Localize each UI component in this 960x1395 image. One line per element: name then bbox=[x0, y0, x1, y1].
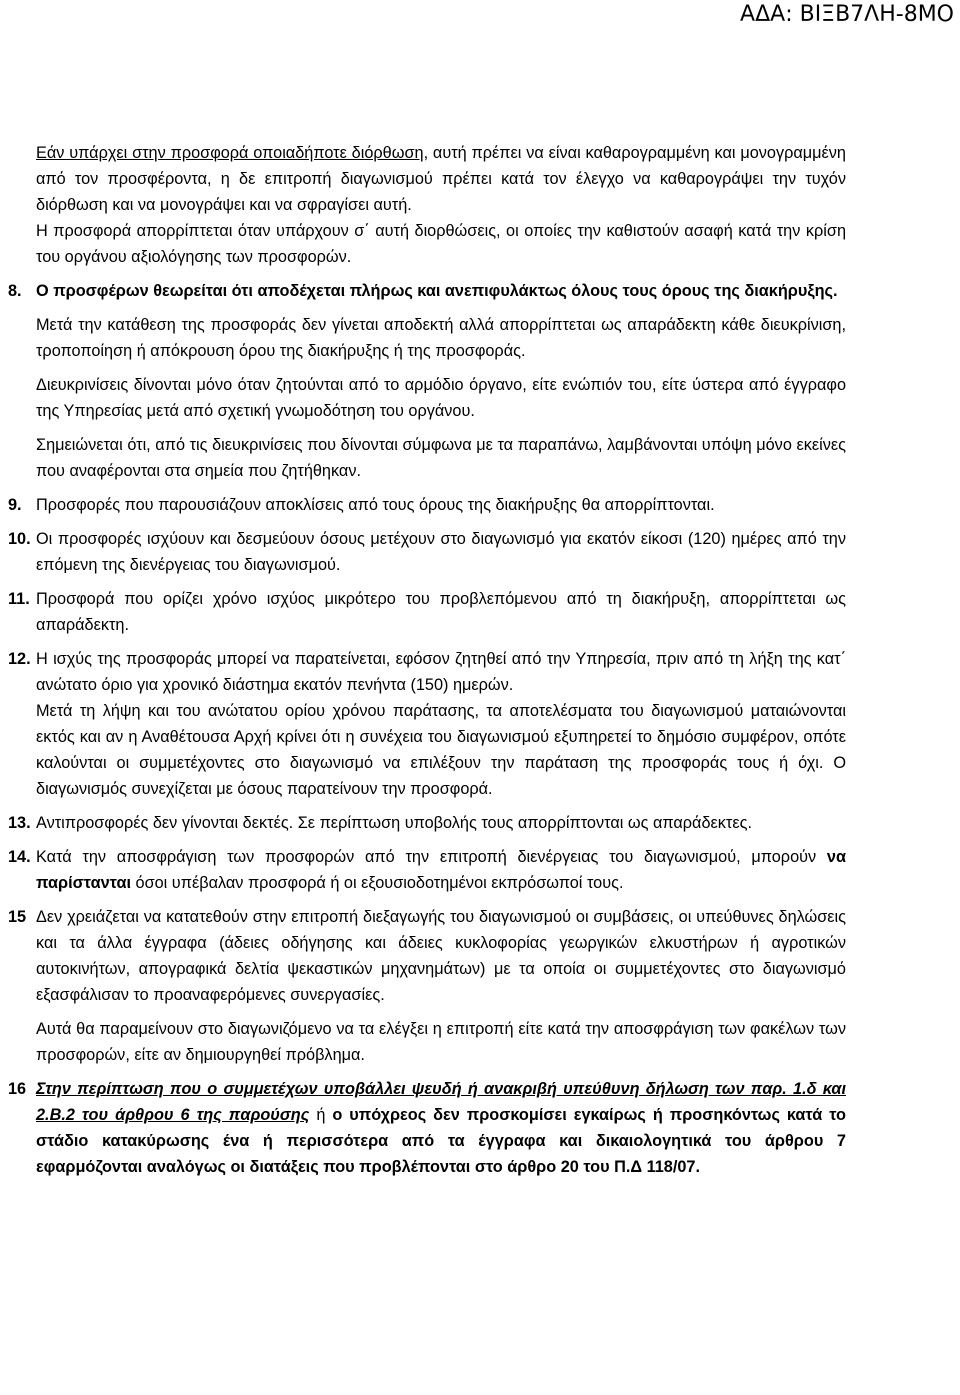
item-number: 13. bbox=[8, 814, 31, 832]
item-number: 15 bbox=[8, 908, 27, 926]
item-title: Ο προσφέρων θεωρείται ότι αποδέχεται πλήρως και ανεπιφυλάκτως όλους τους όρους της διακήρυξης. bbox=[36, 282, 838, 300]
item-16 bbox=[8, 1076, 846, 1180]
paragraph-text: όσοι υπέβαλαν προσφορά ή οι εξουσιοδοτημένοι εκπρόσωποί τους. bbox=[130, 874, 624, 892]
paragraph bbox=[36, 844, 846, 896]
paragraph: Αντιπροσφορές δεν γίνονται δεκτές. Σε περίπτωση υποβολής τους απορρίπτονται ως απαράδεκτες. bbox=[36, 814, 752, 832]
item-12 bbox=[8, 646, 846, 802]
paragraph-text: ή bbox=[309, 1106, 333, 1124]
item-11 bbox=[8, 586, 846, 638]
bold-text: ο υπόχρεος δεν προσκομίσει εγκαίρως ή προσηκόντως κατά το στάδιο κατακύρωσης ένα ή περισσότερα από τα έγγραφα και δικαιολογητικά του άρθρου 7 εφαρμόζονται αναλόγως οι διατάξεις που προβλέπονται στο άρθρο 20 του Π.Δ 118/07. bbox=[36, 1106, 846, 1176]
item-number: 11. bbox=[8, 590, 30, 608]
paragraph: Δεν χρειάζεται να κατατεθούν στην επιτροπή διεξαγωγής του διαγωνισμού οι συμβάσεις, οι υπεύθυνες δηλώσεις και τα άλλα έγγραφα (άδειες οδήγησης και άδειες κυκλοφορίας γεωργικών ελκυστήρων ή αγροτικών αυτοκινήτων, απογραφικά δελτία ψεκαστικών μηχανημάτων) με τα οποία οι συμμετέχοντες στο διαγωνισμό εξασφάλισαν το προαναφερόμενες συνεργασίες. bbox=[36, 908, 846, 1004]
item-number: 14. bbox=[8, 848, 31, 866]
item-10 bbox=[8, 526, 846, 578]
paragraph bbox=[36, 1076, 846, 1180]
item-number: 16 bbox=[8, 1080, 27, 1098]
item-number: 9. bbox=[8, 496, 22, 514]
paragraph-text: Κατά την αποσφράγιση των προσφορών από την επιτροπή διενέργειας του διαγωνισμού, μπορούν bbox=[36, 848, 827, 866]
bold-italic-underlined-text: Στην περίπτωση που ο συμμετέχων υποβάλλει ψευδή ή ανακριβή υπεύθυνη δήλωση των παρ. 1.δ και 2.Β.2 του άρθρου 6 της παρούσης bbox=[36, 1080, 846, 1124]
bold-text: να παρίστανται bbox=[36, 848, 846, 892]
item-15 bbox=[8, 904, 846, 1068]
item-9 bbox=[8, 492, 846, 518]
paragraph: Διευκρινίσεις δίνονται μόνο όταν ζητούνται από το αρμόδιο όργανο, είτε ενώπιόν του, είτε ύστερα από έγγραφο της Υπηρεσίας μετά από σχετική γνωμοδότηση του οργάνου. bbox=[36, 376, 846, 420]
paragraph: Σημειώνεται ότι, από τις διευκρινίσεις που δίνονται σύμφωνα με τα παραπάνω, λαμβάνονται υπόψη μόνο εκείνες που αναφέρονται στα σημεία που ζητήθηκαν. bbox=[36, 436, 846, 480]
item-number: 8. bbox=[8, 282, 22, 300]
item-14 bbox=[8, 844, 846, 896]
paragraph: Αυτά θα παραμείνουν στο διαγωνιζόμενο να τα ελέγξει η επιτροπή είτε κατά την αποσφράγιση των φακέλων των προσφορών, είτε αν δημιουργηθεί πρόβλημα. bbox=[36, 1020, 846, 1064]
paragraph: Προσφορές που παρουσιάζουν αποκλίσεις από τους όρους της διακήρυξης θα απορρίπτονται. bbox=[36, 496, 715, 514]
paragraph: Η ισχύς της προσφοράς μπορεί να παρατείνεται, εφόσον ζητηθεί από την Υπηρεσία, πριν από τη λήξη της κατ΄ ανώτατο όριο για χρονικό διάστημα εκατόν πενήντα (150) ημερών. bbox=[36, 650, 846, 694]
document-body bbox=[8, 140, 846, 1180]
paragraph-rejection: Η προσφορά απορρίπτεται όταν υπάρχουν σ΄ αυτή διορθώσεις, οι οποίες την καθιστούν ασαφή κατά την κρίση του οργάνου αξιολόγησης των προσφορών. bbox=[36, 222, 846, 266]
item-number: 10. bbox=[8, 530, 31, 548]
paragraph-correction bbox=[36, 140, 846, 218]
paragraph: Οι προσφορές ισχύουν και δεσμεύουν όσους μετέχουν στο διαγωνισμό για εκατόν είκοσι (120) ημέρες από την επόμενη της διενέργειας του διαγωνισμού. bbox=[36, 530, 846, 574]
paragraph: Προσφορά που ορίζει χρόνο ισχύος μικρότερο του προβλεπόμενου από τη διακήρυξη, απορρίπτεται ως απαράδεκτη. bbox=[36, 590, 846, 634]
item-number: 12. bbox=[8, 650, 31, 668]
ada-code: ΑΔΑ: ΒΙΞΒ7ΛΗ-8ΜΟ bbox=[740, 2, 954, 27]
item-13 bbox=[8, 810, 846, 836]
item-8 bbox=[8, 278, 846, 484]
paragraph: Μετά την κατάθεση της προσφοράς δεν γίνεται αποδεκτή αλλά απορρίπτεται ως απαράδεκτη κάθε διευκρίνιση, τροποποίηση ή απόκρουση όρου της διακήρυξης ή της προσφοράς. bbox=[36, 316, 846, 360]
underlined-text: Εάν υπάρχει στην προσφορά οποιαδήποτε διόρθωση bbox=[36, 144, 424, 162]
paragraph-text: , αυτή πρέπει να είναι καθαρογραμμένη και μονογραμμένη από τον προσφέροντα, η δε επιτροπή διαγωνισμού πρέπει κατά τον έλεγχο να καθαρογράψει την τυχόν διόρθωση και να μονογράψει και να σφραγίσει αυτή. bbox=[36, 144, 846, 214]
paragraph: Μετά τη λήψη και του ανώτατου ορίου χρόνου παράτασης, τα αποτελέσματα του διαγωνισμού ματαιώνονται εκτός και αν η Αναθέτουσα Αρχή κρίνει ότι η συνέχεια του διαγωνισμού εξυπηρετεί το δημόσιο συμφέρον, οπότε καλούνται οι συμμετέχοντες στο διαγωνισμό να επιλέξουν την παράταση της προσφοράς τους ή όχι. Ο διαγωνισμός συνεχίζεται με όσους παρατείνουν την προσφορά. bbox=[36, 702, 846, 798]
